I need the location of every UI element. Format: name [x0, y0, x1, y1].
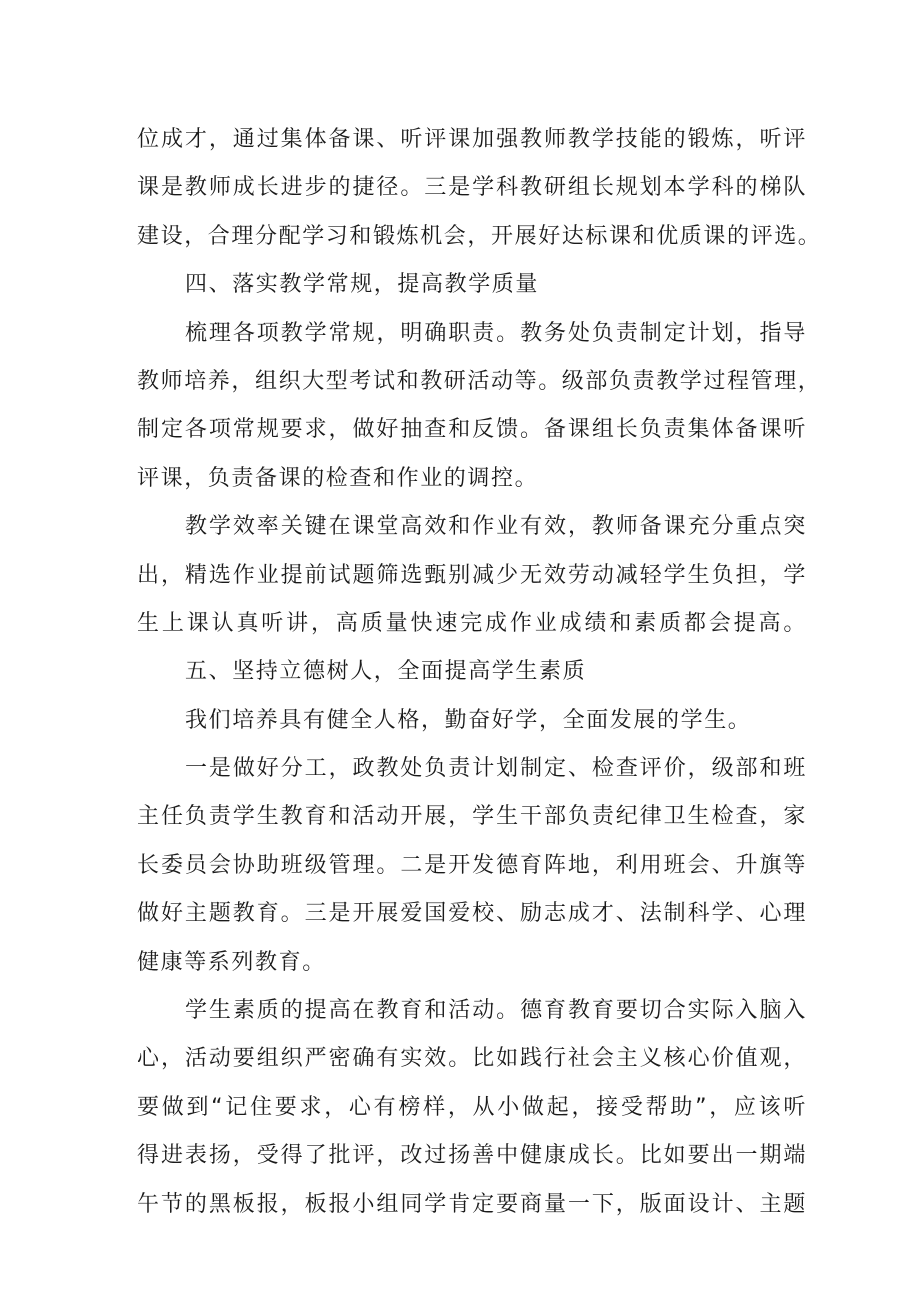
text-line: 得进表扬，受得了批评，改过扬善中健康成长。比如要出一期端: [137, 1143, 807, 1169]
text-line: 健康等系列教育。: [137, 949, 326, 975]
text-line: 课是教师成长进步的捷径。三是学科教研组长规划本学科的梯队: [137, 175, 807, 201]
text-line: 午节的黑板报，板报小组同学肯定要商量一下，版面设计、主题: [137, 1191, 807, 1217]
text-line: 长委员会协助班级管理。二是开发德育阵地，利用班会、升旗等: [137, 852, 807, 878]
text-line: 心，活动要组织严密确有实效。比如践行社会主义核心价值观，: [137, 1046, 807, 1072]
section-heading: 五、坚持立德树人，全面提高学生素质: [185, 659, 587, 685]
text-line: 建设，合理分配学习和锻炼机会，开展好达标课和优质课的评选。: [137, 223, 822, 249]
text-line: 教师培养，组织大型考试和教研活动等。级部负责教学过程管理，: [137, 368, 822, 394]
text-line: 一是做好分工，政教处负责计划制定、检查评价，级部和班: [185, 756, 807, 782]
text-line: 学生素质的提高在教育和活动。德育教育要切合实际入脑入: [185, 998, 807, 1024]
document-body: [137, 116, 822, 1229]
text-line: 主任负责学生教育和活动开展，学生干部负责纪律卫生检查，家: [137, 804, 807, 830]
text-line: 梳理各项教学常规，明确职责。教务处负责制定计划，指导: [185, 320, 807, 346]
section-heading: 四、落实教学常规，提高教学质量: [185, 272, 540, 298]
text-line: 评课，负责备课的检查和作业的调控。: [137, 465, 539, 491]
text-line: 制定各项常规要求，做好抽查和反馈。备课组长负责集体备课听: [137, 417, 807, 443]
text-line: 生上课认真听讲，高质量快速完成作业成绩和素质都会提高。: [137, 610, 807, 636]
text-line: 出，精选作业提前试题筛选甄别减少无效劳动减轻学生负担，学: [137, 562, 807, 588]
text-line: 做好主题教育。三是开展爱国爱校、励志成才、法制科学、心理: [137, 901, 807, 927]
text-line: 要做到“记住要求，心有榜样，从小做起，接受帮助”，应该听: [137, 1094, 807, 1120]
text-line: 我们培养具有健全人格，勤奋好学，全面发展的学生。: [185, 707, 752, 733]
text-line: 位成才，通过集体备课、听评课加强教师教学技能的锻炼，听评: [137, 127, 807, 152]
text-line: 教学效率关键在课堂高效和作业有效，教师备课充分重点突: [185, 514, 807, 540]
